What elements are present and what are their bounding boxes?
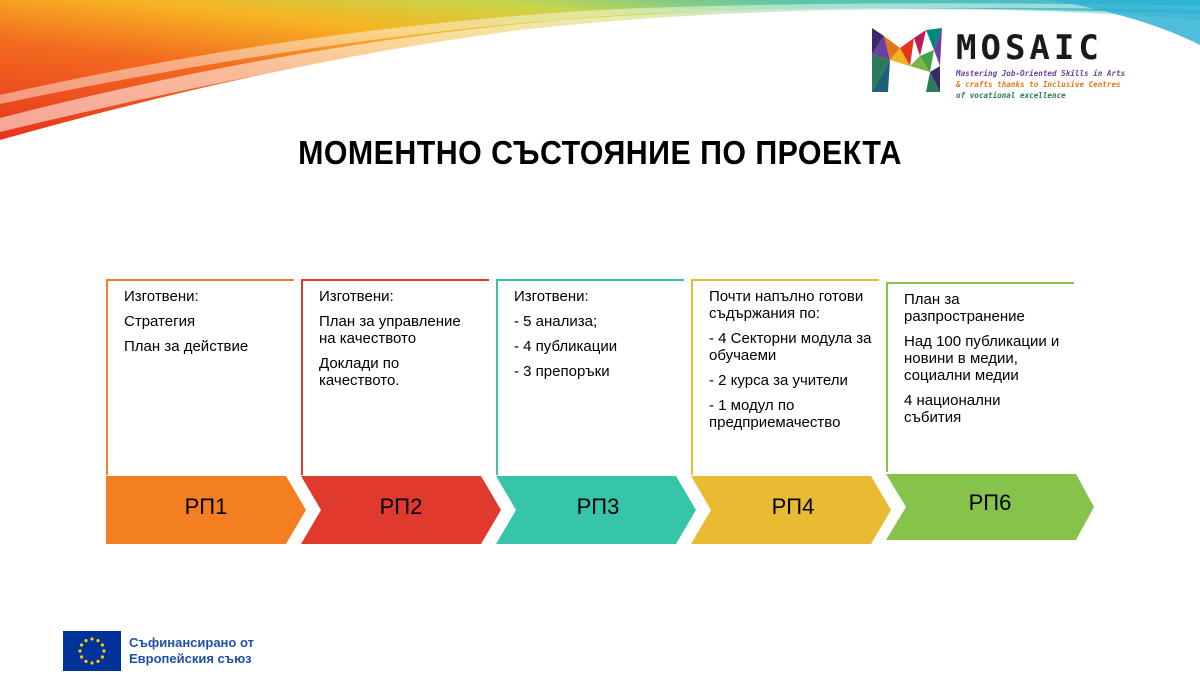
eu-star [102, 649, 105, 652]
eu-funding-text [129, 635, 254, 667]
arrow-label-rp2: РП2 [379, 494, 423, 519]
card-line: Почти напълно готови съдържания по: [709, 288, 864, 322]
eu-star [101, 655, 104, 658]
eu-star [101, 643, 104, 646]
card-line: Изготвени: [514, 288, 589, 305]
work-package-card-4 [691, 279, 879, 475]
card-line: Доклади по качеството. [319, 355, 400, 389]
eu-star [84, 660, 87, 663]
arrow-label-rp6: РП6 [968, 490, 1012, 515]
card-line: - 4 публикации [514, 338, 618, 355]
card-line: Стратегия [124, 313, 196, 330]
eu-star [84, 639, 87, 642]
card-line: План за действие [124, 338, 249, 355]
eu-star [96, 660, 99, 663]
eu-funding-logo [63, 631, 363, 673]
work-package-card-3 [496, 279, 684, 475]
card-line: 4 национални събития [904, 392, 1001, 426]
arrow-label-rp1: РП1 [184, 494, 228, 519]
logo-tagline [956, 68, 1166, 101]
eu-flag-icon [63, 631, 121, 671]
work-package-card-2 [301, 279, 489, 475]
card-line: - 5 анализа; [514, 313, 598, 330]
logo-wordmark: MOSAIC [956, 28, 1103, 68]
card-text [303, 281, 489, 389]
card-line: Изготвени: [124, 288, 199, 305]
eu-star [78, 649, 81, 652]
card-text [693, 281, 879, 431]
card-text [498, 281, 684, 380]
eu-funding-line-1: Съфинансирано от [129, 635, 254, 650]
eu-star [90, 637, 93, 640]
work-package-card-1 [106, 279, 294, 475]
card-line: План за управление на качеството [319, 313, 461, 347]
card-line: План за разпространение [904, 291, 1025, 325]
logo-tagline-line-1: Mastering Job-Oriented Skills in Arts [956, 69, 1126, 78]
logo-tagline-line-3: of vocational excellence [956, 91, 1066, 100]
card-line: - 4 Секторни модула за обучаеми [709, 330, 872, 364]
card-line: - 3 препоръки [514, 363, 610, 380]
eu-star [80, 655, 83, 658]
card-text [108, 281, 294, 355]
arrow-label-rp3: РП3 [576, 494, 620, 519]
card-line: Над 100 публикации и новини в медии, социални медии [904, 333, 1060, 384]
logo-tagline-line-2: & crafts thanks to Inclusive Centres [956, 80, 1121, 89]
card-line: - 1 модул по предприемачество [709, 397, 841, 431]
eu-star [80, 643, 83, 646]
card-text [888, 284, 1074, 426]
arrow-label-rp4: РП4 [771, 494, 815, 519]
eu-star [96, 639, 99, 642]
work-package-card-6 [886, 282, 1074, 472]
eu-funding-line-2: Европейския съюз [129, 651, 252, 666]
mosaic-m-logo-icon [870, 26, 952, 94]
page-title: МОМЕНТНО СЪСТОЯНИЕ ПО ПРОЕКТА [298, 134, 902, 171]
card-line: Изготвени: [319, 288, 394, 305]
card-line: - 2 курса за учители [709, 372, 848, 389]
eu-star [90, 661, 93, 664]
mosaic-logo [870, 26, 1170, 98]
